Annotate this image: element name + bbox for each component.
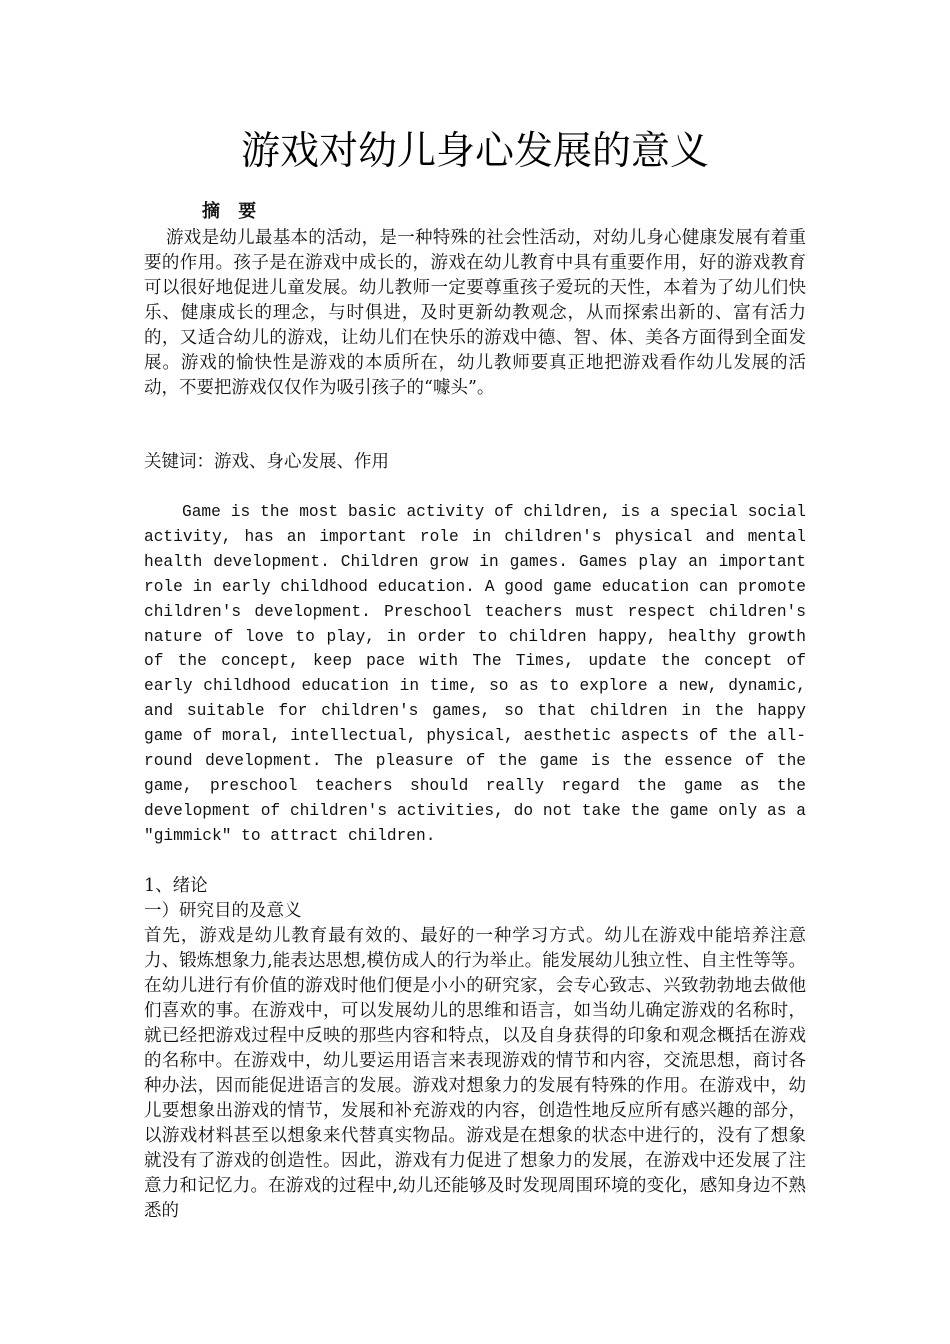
keywords-line: 关键词：游戏、身心发展、作用 <box>144 452 389 472</box>
abstract-english: Game is the most basic activity of children, is a special social activity, has an important role in children's physical and mental health development. Children grow in games. Games play an important role in early childhood education. A good game education can promote children's development. Preschool teachers must respect children's nature of love to play, in order to children happy, healthy growth of the concept, keep pace with The Times, update the concept of early childhood education in time, so as to explore a new, dynamic, and suitable for children's games, so that children in the happy game of moral, intellectual, physical, aesthetic aspects of the all-round development. The pleasure of the game is the essence of the game, preschool teachers should really regard the game as the development of children's activities, do not take the game only as a "gimmick" to attract children. <box>144 503 806 845</box>
body-paragraph: 首先，游戏是幼儿教育最有效的、最好的一种学习方式。幼儿在游戏中能培养注意力、锻炼想象力,能表达思想,模仿成人的行为举止。能发展幼儿独立性、自主性等等。在幼儿进行有价值的游戏时他们便是小小的研究家，会专心致志、兴致勃勃地去做他们喜欢的事。在游戏中，可以发展幼儿的思维和语言，如当幼儿确定游戏的名称时，就已经把游戏过程中反映的那些内容和特点，以及自身获得的印象和观念概括在游戏的名称中。在游戏中，幼儿要运用语言来表现游戏的情节和内容，交流思想，商讨各种办法，因而能促进语言的发展。游戏对想象力的发展有特殊的作用。在游戏中，幼儿要想象出游戏的情节，发展和补充游戏的内容，创造性地反应所有感兴趣的部分，以游戏材料甚至以想象来代替真实物品。游戏是在想象的状态中进行的，没有了想象就没有了游戏的创造性。因此，游戏有力促进了想象力的发展，在游戏中还发展了注意力和记忆力。在游戏的过程中,幼儿还能够及时发现周围环境的变化，感知身边不熟悉的 <box>144 926 806 1221</box>
subsection-heading-purpose: 一）研究目的及意义 <box>144 901 302 921</box>
abstract-heading: 摘 要 <box>202 201 263 222</box>
section-heading-introduction: 1、绪论 <box>144 876 208 896</box>
document-title: 游戏对幼儿身心发展的意义 <box>240 129 709 174</box>
abstract-chinese: 游戏是幼儿最基本的活动，是一种特殊的社会性活动，对幼儿身心健康发展有着重要的作用。孩子是在游戏中成长的，游戏在幼儿教育中具有重要作用，好的游戏教育可以很好地促进儿童发展。幼儿教师一定要尊重孩子爱玩的天性，本着为了幼儿们快乐、健康成长的理念，与时俱进，及时更新幼教观念，从而探索出新的、富有活力的，又适合幼儿的游戏，让幼儿们在快乐的游戏中德、智、体、美各方面得到全面发展。游戏的愉快性是游戏的本质所在，幼儿教师要真正地把游戏看作幼儿发展的活动，不要把游戏仅仅作为吸引孩子的“噱头”。 <box>144 228 806 398</box>
